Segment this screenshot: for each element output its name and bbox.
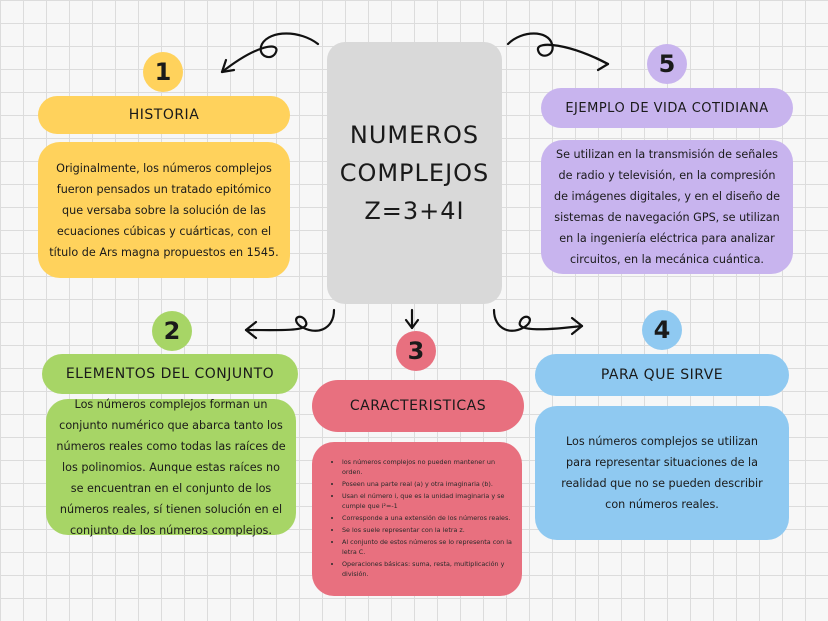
- number-badge-3: 3: [396, 331, 436, 371]
- central-topic-card: [327, 42, 502, 304]
- ejemplo-card: [541, 140, 793, 274]
- historia-text: Originalmente, los números complejos fueron pensados un tratado epitómico que versaba sobre la solución de las ecuaciones cúbicas y cuárticas, con el título de Ars magna propuestos en 1545.: [49, 161, 279, 259]
- central-title-line2: COMPLEJOS: [339, 159, 490, 187]
- list-item: • Corresponde a una extensión de los números reales.: [342, 513, 512, 523]
- elementos-title: ELEMENTOS DEL CONJUNTO: [42, 354, 298, 394]
- historia-title: HISTORIA: [38, 96, 290, 134]
- ejemplo-title: EJEMPLO DE VIDA COTIDIANA: [541, 88, 793, 128]
- number-badge-4: 4: [642, 310, 682, 350]
- historia-card: [38, 142, 290, 278]
- list-item: • Operaciones básicas: suma, resta, multiplicación y división.: [342, 559, 512, 579]
- para-que-sirve-title: PARA QUE SIRVE: [535, 354, 789, 396]
- number-badge-5: 5: [647, 44, 687, 84]
- arrow-to-elementos: [246, 310, 334, 331]
- caracteristicas-title: CARACTERISTICAS: [312, 380, 524, 432]
- arrow-to-historia: [222, 34, 318, 73]
- list-item: • Se los suele representar con la letra z.: [342, 525, 512, 535]
- central-formula: Z=3+4I: [364, 197, 465, 225]
- number-badge-2: 2: [152, 311, 192, 351]
- list-item: • Usan el número i, que es la unidad imaginaria y se cumple que i²=-1: [342, 491, 512, 511]
- elementos-card: [46, 399, 296, 535]
- para-que-sirve-text: Los números complejos se utilizan para representar situaciones de la realidad que no se pueden describir con números reales.: [561, 435, 763, 511]
- elementos-text: Los números complejos forman un conjunto numérico que abarca tanto los números reales como todas las raíces de los polinomios. Aunque estas raíces no se encuentran en el conjunto de los números reales, sí tienen solución en el conjunto de los números complejos.: [56, 397, 286, 537]
- number-badge-1: 1: [143, 52, 183, 92]
- caracteristicas-list: [312, 457, 522, 581]
- arrow-to-ejemplo: [508, 34, 608, 65]
- list-item: • los números complejos no pueden mantener un orden.: [342, 457, 512, 477]
- ejemplo-text: Se utilizan en la transmisión de señales de radio y televisión, en la compresión de imágenes digitales, y en el diseño de sistemas de navegación GPS, se utilizan en la ingeniería eléctrica para analizar circuitos, en la mecánica cuántica.: [554, 148, 780, 266]
- arrow-to-para-que-sirve: [494, 310, 582, 331]
- list-item: • Al conjunto de estos números se lo representa con la letra C.: [342, 537, 512, 557]
- caracteristicas-card: [312, 442, 522, 596]
- central-title-line1: NUMEROS: [349, 121, 480, 149]
- list-item: • Poseen una parte real (a) y otra imaginaria (b).: [342, 479, 512, 489]
- para-que-sirve-card: [535, 406, 789, 540]
